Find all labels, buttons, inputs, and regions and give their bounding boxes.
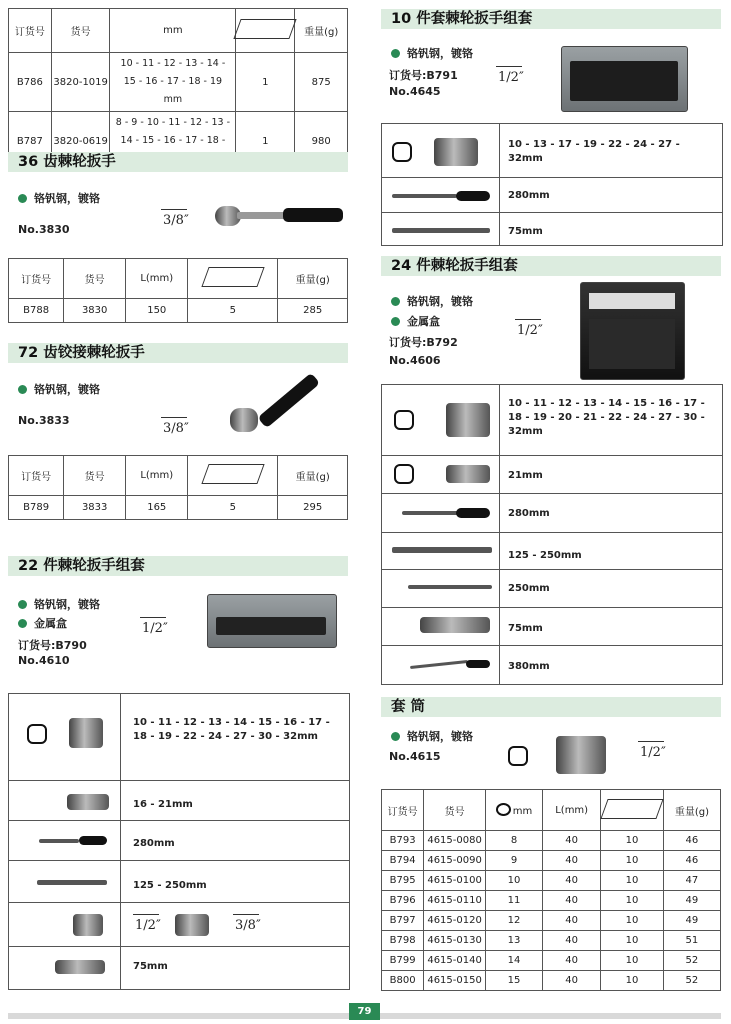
spec-table-72: 订货号 货号 L(mm) 重量(g) B789 3833 165 5 295 [8,455,348,520]
hex-socket-icon [392,142,412,162]
col-qty-icon [236,9,295,53]
material-22: 铬钒钢，镀铬 [18,596,100,612]
extension-bar-image [392,547,492,553]
spec-table-36: 订货号 货号 L(mm) 重量(g) B788 3830 150 5 285 [8,258,348,323]
material-72: 铬钒钢，镀铬 [18,381,100,397]
metal-case-image [561,46,688,112]
order-number-22: 订货号:B790 [18,639,87,652]
bullet-icon [18,385,27,394]
hex-socket-icon [394,410,414,430]
order-number-10: 订货号:B791 [389,69,458,82]
section-title-10: 10 件套棘轮扳手组套 [381,9,721,29]
product-number-10: No.4645 [389,85,441,98]
material-10: 铬钒钢，镀铬 [391,45,473,61]
box-icon [234,19,297,39]
page-number: 79 [349,1003,380,1020]
case-22: 金属盒 [18,615,67,631]
table-row: B787 3820-0619 8 - 9 - 10 - 11 - 12 - 13 - 14 - 15 - 16 - 17 - 18 - 1 980 [9,112,348,171]
content-row: 10 - 13 - 17 - 19 - 22 - 24 - 27 - 32mm [508,139,680,164]
col-item: 货号 [51,9,110,53]
extension-bar-image [392,228,490,233]
product-number-24: No.4606 [389,354,441,367]
table-row: B800 4615-0150 15 40 10 52 [382,971,721,991]
bullet-icon [391,732,400,741]
material-24: 铬钒钢，镀铬 [391,293,473,309]
material-36: 铬钒钢，镀铬 [18,190,100,206]
table-row: B795 4615-0100 10 40 10 47 [382,871,721,891]
ratchet-image [402,511,458,515]
drive-size-fraction: 1/2″ [517,323,543,338]
table-row: B798 4615-0130 13 40 10 51 [382,931,721,951]
content-row: 10 - 11 - 12 - 13 - 14 - 15 - 16 - 17 - 18 - 19 - 22 - 24 - 27 - 30 - 32mm [133,717,330,742]
table-row: B789 3833 165 5 295 [9,496,348,520]
ratchet-image [392,194,457,198]
section-title-22: 22 件棘轮扳手组套 [8,556,348,576]
content-row: 75mm [508,623,543,634]
content-row: 250mm [508,583,550,594]
product-number-72: No.3833 [18,414,70,427]
breaker-bar-image [410,660,468,669]
content-row: 280mm [508,508,550,519]
box-icon [600,799,663,819]
case-24: 金属盒 [391,313,440,329]
section-title-24: 24 件棘轮扳手组套 [381,256,721,276]
bullet-icon [391,49,400,58]
content-row: 125 - 250mm [133,880,207,891]
col-order: 订货号 [9,9,52,53]
table-row: B793 4615-0080 8 40 10 46 [382,831,721,851]
content-row: 16 - 21mm [133,799,193,810]
bullet-icon [18,194,27,203]
metal-case-image [207,594,337,648]
adapter-fraction: 1/2″ [135,918,161,933]
product-number-22: No.4610 [18,654,70,667]
contents-table-24 [381,384,723,685]
content-row: 125 - 250mm [508,550,582,561]
drive-size-fraction: 1/2″ [142,621,168,636]
table-row: B786 3820-1019 10 - 11 - 12 - 13 - 14 - 15 - 16 - 17 - 18 - 19 mm 1 875 [9,53,348,112]
top-spec-table [8,8,348,171]
box-icon [201,464,264,484]
drive-size-fraction: 3/8″ [163,421,189,436]
bullet-icon [391,297,400,306]
section-title-72: 72 齿铰接棘轮扳手 [8,343,348,363]
content-row: 75mm [508,226,543,237]
ratchet-image [213,200,343,234]
section-title-36: 36 齿棘轮扳手 [8,152,348,172]
product-number-socket: No.4615 [389,750,441,763]
box-icon [201,267,264,287]
socket-image [556,736,606,774]
table-row: B797 4615-0120 12 40 10 49 [382,911,721,931]
bullet-icon [18,619,27,628]
deep-socket-image [446,465,490,483]
contents-table-10 [381,123,723,246]
flex-ratchet-image [228,370,338,440]
adapter-image [73,914,103,936]
table-row: B799 4615-0140 14 40 10 52 [382,951,721,971]
content-row: 280mm [508,190,550,201]
content-row: 75mm [133,961,168,972]
drive-size-fraction: 1/2″ [498,70,524,85]
drive-size-fraction: 1/2″ [640,745,666,760]
t-bar-image [408,585,492,589]
bullet-icon [18,600,27,609]
adapter-image [175,914,209,936]
order-number-24: 订货号:B792 [389,336,458,349]
contents-table-22 [8,693,350,990]
material-socket: 铬钒钢，镀铬 [391,728,473,744]
universal-joint-image [55,960,105,974]
socket-spec-table: 订货号 货号 mm L(mm) 重量(g) B793 4615-0080 8 40 10 46 B794 4615-0090 9 40 10 46 B795 4615-0100 10 40 10 47 B796 4615-0110 11 40 10 49 B797 4615-0120 12 40 10 49 B798 4615-0130 13 40 10 51 B799 4615-0140 14 40 10 52 B800 4615-0150 15 40 10 52 [381,789,721,991]
hex-socket-icon [508,746,528,766]
content-row: 280mm [133,838,175,849]
content-row: 21mm [508,470,543,481]
hex-socket-icon [27,724,47,744]
universal-joint-image [420,617,490,633]
col-mm: mm [110,9,236,53]
product-number-36: No.3830 [18,223,70,236]
metal-case-image [580,282,685,380]
table-row: B794 4615-0090 9 40 10 46 [382,851,721,871]
table-row: B788 3830 150 5 285 [9,299,348,323]
ratchet-image [39,839,79,843]
section-title-socket: 套 筒 [381,697,721,717]
socket-opening-icon [496,803,511,816]
socket-image [69,718,103,748]
drive-size-fraction: 3/8″ [163,213,189,228]
bullet-icon [391,317,400,326]
content-row: 10 - 11 - 12 - 13 - 14 - 15 - 16 - 17 - 18 - 19 - 20 - 21 - 22 - 24 - 27 - 30 - 32mm [508,398,705,437]
col-weight: 重量(g) [295,9,348,53]
adapter-fraction: 3/8″ [235,918,261,933]
deep-socket-image [67,794,109,810]
socket-image [434,138,478,166]
hex-socket-icon [394,464,414,484]
content-row: 380mm [508,661,550,672]
table-row: B796 4615-0110 11 40 10 49 [382,891,721,911]
socket-image [446,403,490,437]
extension-bar-image [37,880,107,885]
